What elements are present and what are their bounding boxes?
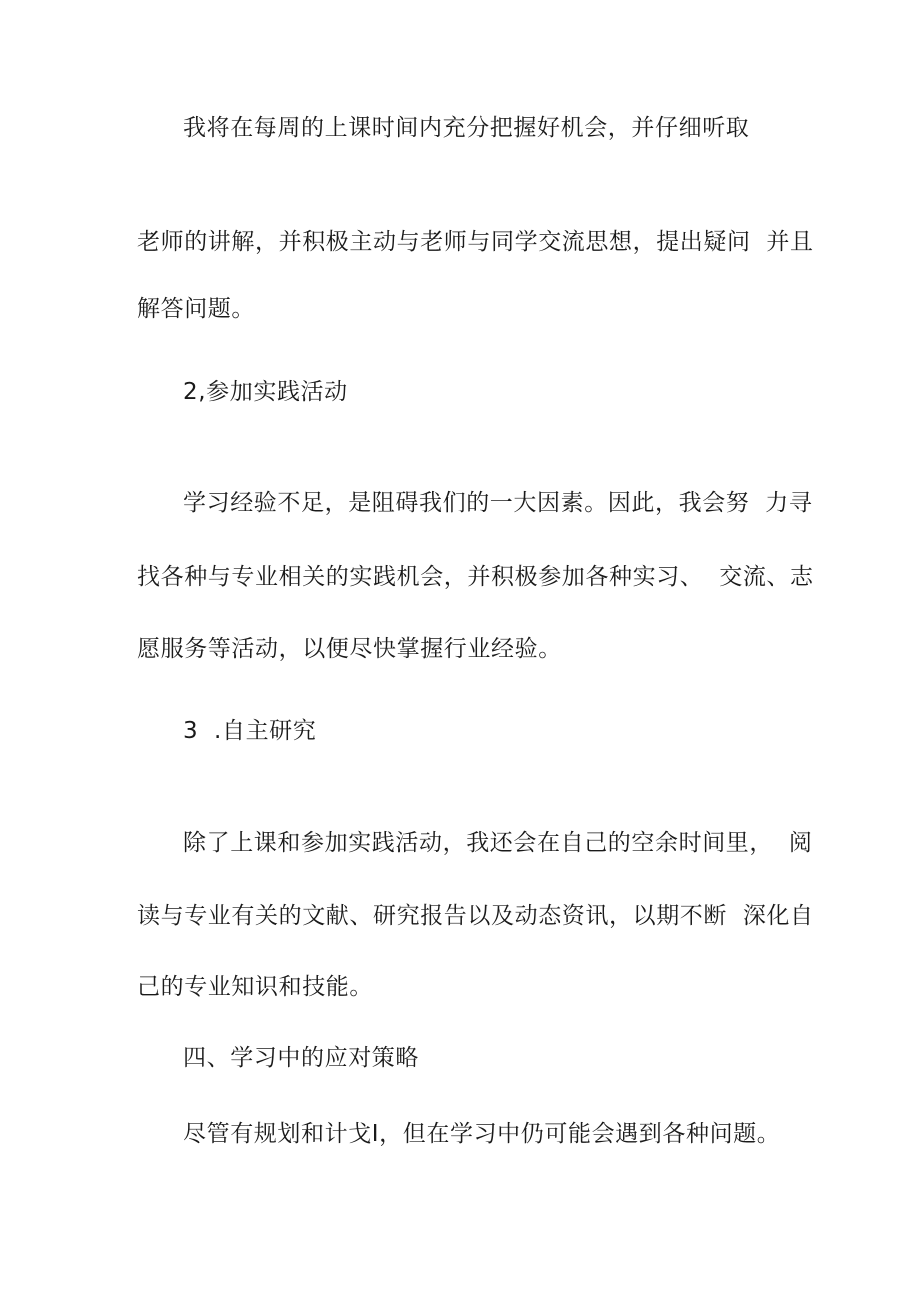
paragraph-line: 我将在每周的上课时间内充分把握好机会，并仔细听取: [183, 115, 750, 141]
section-heading: 四、学习中的应对策略: [183, 1045, 419, 1071]
section-heading: 2,参加实践活动: [183, 379, 348, 405]
paragraph-line: 学习经验不足，是阻碍我们的一大因素。因此，我会努 力寻: [183, 490, 813, 516]
paragraph-line: 除了上课和参加实践活动，我还会在自己的空余时间里， 阅: [183, 830, 813, 856]
paragraph-line: 老师的讲解，并积极主动与老师与同学交流思想，提出疑问 并且: [137, 229, 814, 255]
section-heading: 3 .自主研究: [183, 718, 317, 744]
paragraph-line: 解答问题。: [137, 296, 255, 322]
paragraph-line: 读与专业有关的文献、研究报告以及动态资讯，以期不断 深化自: [137, 903, 814, 929]
paragraph-line: 己的专业知识和技能。: [137, 974, 373, 1000]
paragraph-line: 愿服务等活动，以便尽快掌握行业经验。: [137, 636, 562, 662]
paragraph-line: 找各种与专业相关的实践机会，并积极参加各种实习、 交流、志: [137, 564, 814, 590]
paragraph-line: 尽管有规划和计戈I，但在学习中仍可能会遇到各种问题。: [183, 1121, 781, 1147]
